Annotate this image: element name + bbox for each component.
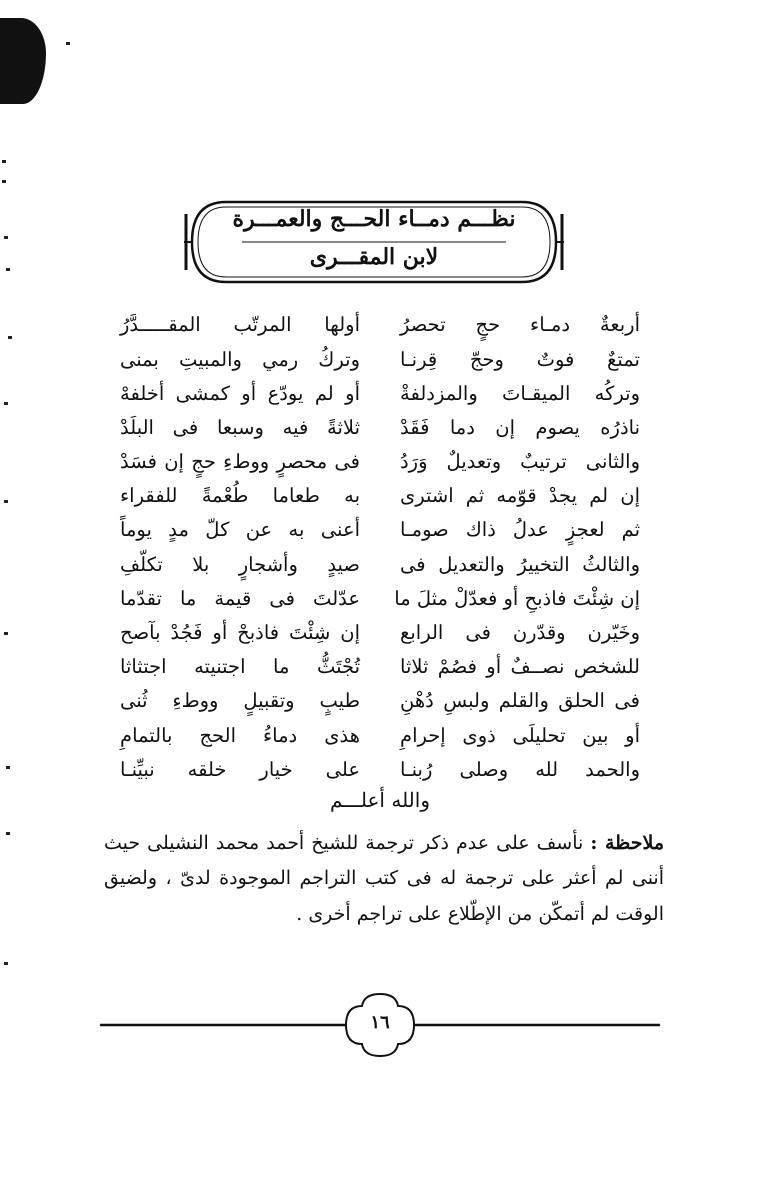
edge-speck (4, 962, 8, 965)
page-number: ١٦ (370, 1012, 390, 1033)
verse-second-hemistich: إن شِئْتَ فاذبحْ أو فَجُدْ بآصح (120, 621, 360, 645)
verse-first-hemistich: والثالثُ التخييرُ والتعديل فى (400, 552, 640, 576)
page-footer (100, 990, 660, 1060)
edge-speck (6, 832, 10, 835)
verse-row (120, 616, 640, 650)
verse-first-hemistich: وتركُه الميقـاتَ والمزدلفةْ (400, 381, 640, 405)
verse-row (120, 342, 640, 376)
edge-speck (2, 180, 6, 183)
poem-author: لابن المقـــرى (309, 244, 439, 270)
verse-row (120, 547, 640, 581)
verse-first-hemistich: إن شِئْتَ فاذبحِ أو فعدّلْ مثلَ ما (394, 586, 640, 610)
edge-speck (6, 766, 10, 769)
verse-second-hemistich: وتركُ رمي والمبيتِ بمنى (120, 347, 360, 371)
poem-title: نظـــم دمــاء الحـــج والعمـــرة (232, 206, 516, 232)
verse-row (120, 411, 640, 445)
poem-verses (120, 308, 640, 787)
verse-row (120, 513, 640, 547)
edge-speck (6, 268, 10, 271)
verse-row (120, 718, 640, 752)
verse-second-hemistich: أو لم يودّع أو كمشى أخلفهْ (120, 381, 360, 405)
note-text: نأسف على عدم ذكر ترجمة للشيخ أحمد محمد النشيلى حيث أننى لم أعثر على ترجمة له فى كتب التراجم الموجودة لدىّ ، ولضيق الوقت لم أتمكّن من الإطّلاع على تراجم أخرى . (104, 832, 664, 925)
verse-second-hemistich: ثلاثةً فيه وسبعا فى البلَدْ (120, 415, 360, 439)
verse-first-hemistich: أو بين تحليلَى ذوى إحرامِ (400, 723, 640, 747)
title-cartouche (182, 196, 566, 288)
verse-row (120, 479, 640, 513)
edge-speck (4, 236, 8, 239)
verse-first-hemistich: للشخص نصــفٌ أو فصُمْ ثلاثا (400, 655, 640, 679)
verse-row (120, 308, 640, 342)
verse-first-hemistich: أربعةٌ دمـاء حجٍ تحصرُ (400, 313, 640, 337)
footnote (104, 826, 664, 932)
verse-second-hemistich: أعنى به عن كلّ مدٍ يوماً (120, 518, 360, 542)
verse-first-hemistich: فى الحلق والقلم ولبسِ دُهْنِ (400, 689, 640, 713)
verse-first-hemistich: والحمد لله وصلى رُبنـا (400, 757, 640, 781)
verse-first-hemistich: تمتعٌ فوتٌ وحجّ قِرنـا (400, 347, 640, 371)
edge-speck (2, 160, 6, 163)
verse-second-hemistich: هذى دماءُ الحج بالتمامِ (120, 723, 360, 747)
edge-speck (66, 42, 70, 45)
verse-first-hemistich: ناذرُه يصوم إن دما فَقَدْ (400, 415, 640, 439)
verse-first-hemistich: ثم لعجزٍ عدلُ ذاك صومـا (400, 518, 640, 542)
verse-second-hemistich: تُجْتَثُّ ما اجتنيته اجتثاثا (120, 655, 360, 679)
edge-speck (4, 402, 8, 405)
verse-first-hemistich: وخَيّرن وقدّرن فى الرابع (400, 621, 640, 645)
closing-phrase: والله أعلـــم (329, 788, 430, 812)
verse-row (120, 376, 640, 410)
verse-row (120, 752, 640, 786)
verse-second-hemistich: أولها المرتّب المقـــــدَّرُ (120, 313, 360, 337)
verse-row (120, 684, 640, 718)
verse-row (120, 582, 640, 616)
edge-speck (4, 632, 8, 635)
verse-second-hemistich: عدّلتَ فى قيمة ما تقدّما (120, 586, 360, 610)
verse-second-hemistich: طيبٍ وتقبيلٍ ووطءِ ثُنى (120, 689, 360, 713)
verse-second-hemistich: فى محصرٍ ووطءِ حجٍ إن فسَدْ (120, 450, 360, 474)
verse-first-hemistich: والثانى ترتيبٌ وتعديلٌ وَرَدُ (400, 450, 640, 474)
edge-speck (4, 500, 8, 503)
note-label: ملاحظة : (590, 832, 664, 854)
verse-second-hemistich: به طعاما طُعْمةً للفقراء (120, 484, 360, 508)
verse-second-hemistich: على خيار خلقه نبيِّنـا (120, 757, 360, 781)
verse-second-hemistich: صيدٍ وأشجارٍ بلا تكلّفِ (120, 552, 360, 576)
verse-row (120, 445, 640, 479)
verse-row (120, 650, 640, 684)
scan-shadow (0, 18, 46, 104)
verse-first-hemistich: إن لم يجدْ قوّمه ثم اشترى (400, 484, 640, 508)
edge-speck (8, 336, 12, 339)
